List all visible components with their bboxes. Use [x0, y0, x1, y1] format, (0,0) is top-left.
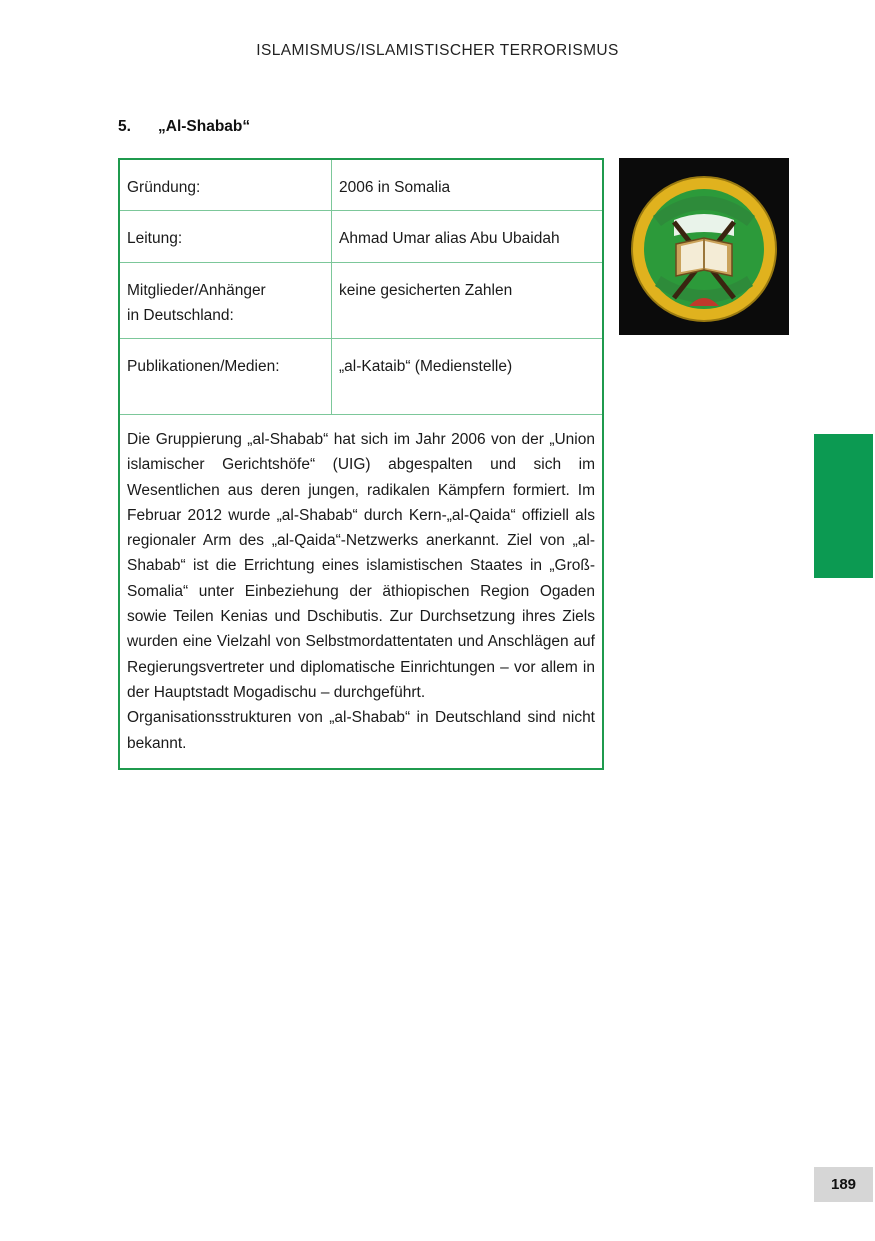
members-label — [120, 263, 332, 338]
profile-row-founding — [120, 160, 602, 211]
publications-label: Publikationen/Medien: — [120, 339, 332, 414]
founding-value: 2006 in Somalia — [339, 179, 451, 196]
section-heading — [118, 118, 250, 136]
members-label-line1: Mitglieder/Anhänger — [127, 282, 266, 299]
page-number: 189 — [814, 1167, 873, 1202]
section-title: „Al-Shabab“ — [158, 118, 251, 135]
section-number: 5. — [118, 118, 131, 135]
leadership-value: Ahmad Umar alias Abu Ubaidah — [339, 230, 560, 247]
profile-row-leadership — [120, 211, 602, 263]
publications-value: „al-Kataib“ (Medienstelle) — [339, 358, 513, 375]
description-paragraph-2: Organisationsstrukturen von „al-Shabab“ in Deutschland sind nicht bekannt. — [127, 709, 595, 752]
description-paragraph-1: Die Gruppierung „al-Shabab“ hat sich im Jahr 2006 von der „Union islamischer Gerichtshöfe“ (UIG) abgespalten und sich im Wesentlichen aus deren jungen, radikalen Kämpfern formiert. Im Februar 2012 wurde „al-Shabab“ durch Kern-„al-Qaida“ offiziell als regionaler Arm des „al-Qaida“-Netzwerks anerkannt. Ziel von „al-Shabab“ ist die Errichtung eines islamistischen Staates in „Groß-Somalia“ unter Einbeziehung der äthiopischen Region Ogaden sowie Teilen Kenias und Dschibutis. Zur Durchsetzung ihres Ziels wurden eine Vielzahl von Selbstmordattentaten und Anschlägen auf Regierungsvertreter und diplomatische Einrichtungen – vor allem in der Hauptstadt Mogadischu – durchgeführt. — [127, 431, 595, 701]
profile-box — [118, 158, 604, 770]
profile-row-publications — [120, 339, 602, 415]
members-value: keine gesicherten Zahlen — [339, 282, 513, 299]
founding-label: Gründung: — [120, 160, 332, 210]
profile-row-members — [120, 263, 602, 339]
profile-description — [120, 415, 602, 768]
al-shabab-emblem-icon — [619, 158, 789, 335]
emblem-graphic — [619, 158, 789, 335]
leadership-label: Leitung: — [120, 211, 332, 262]
chapter-side-tab — [814, 434, 873, 578]
members-label-line2: in Deutschland: — [127, 307, 234, 324]
running-header: ISLAMISMUS/ISLAMISTISCHER TERRORISMUS — [256, 42, 619, 59]
